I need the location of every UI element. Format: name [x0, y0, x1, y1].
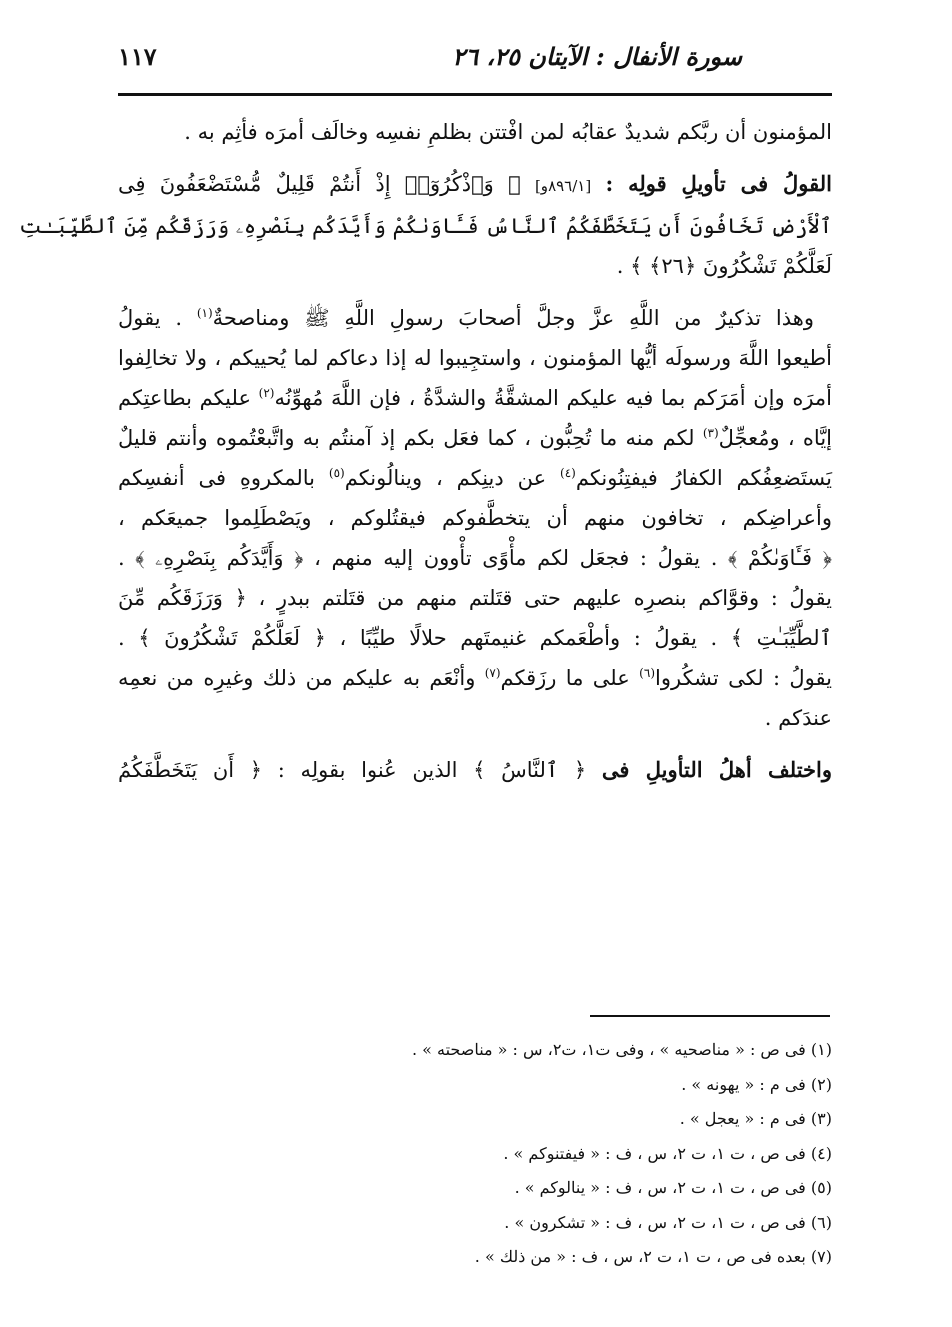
text-line [118, 164, 832, 206]
footnote: (٥) فى ص ، ت ١، ت ٢، س ، ف : « ينالوكم » . [514, 1178, 832, 1197]
manuscript-ref: [٨٩٦/١و] [534, 177, 592, 195]
section-heading: القولُ فى تأويلِ قولِه : [605, 171, 832, 196]
quran-quote: ﴿ وَٱذْكُرُوٓا۟ إِذْ أَنتُمْ قَلِيلٌ مُّسْتَضْعَفُونَ فِى [118, 172, 521, 196]
footnote: (٣) فى م : « يعجل » . [679, 1109, 832, 1128]
footnote: (٤) فى ص ، ت ١، ت ٢، س ، ف : « فيفتنوكم » . [503, 1143, 832, 1163]
running-title: سورة الأنفال : الآيتان ٢٥، ٢٦ [452, 42, 742, 71]
footnote-marker: (٢) [258, 386, 275, 400]
footnote: (٧) بعده فى ص ، ت ١، ت ٢، س ، ف : « من ذلك » . [474, 1247, 832, 1266]
footnotes [118, 1033, 832, 1275]
text-line [118, 418, 832, 458]
footnote: (٦) فى ص ، ت ١، ت ٢، س ، ف : « تشكرون » . [504, 1212, 832, 1232]
text-span: وهذا تذكيرٌ من اللَّهِ عزَّ وجلَّ أصحابَ رسولِ اللَّهِ ﷺ ومناصحةٌ [212, 306, 814, 330]
quran-quote-line: لَعَلَّكُمْ تَشْكُرُونَ ﴿٢٦﴾ ﴾ . [616, 254, 832, 278]
text-span: بالمكروهِ فى أنفسِكم [118, 466, 329, 490]
text-line: وأعراضِكم ، تخافون منهم أن يتخطَّفوكم فيقتُلوكم ، ويَصْطَلِموا جميعَكم ، [118, 506, 832, 530]
text-line [118, 458, 832, 498]
header-rule [118, 93, 832, 96]
section-heading: واختلف أهلُ التأويلِ فى [601, 757, 832, 782]
text-span: إيَّاه ، ومُعجِّلٌ [718, 426, 832, 450]
paragraph-2 [18, 164, 832, 286]
text-line: عندَكم . [764, 706, 832, 730]
text-line [118, 750, 832, 790]
page-header [118, 34, 832, 90]
text-span: . يقولُ [118, 306, 197, 330]
text-span: لكم منه ما تُحِبُّون ، كما فعَل بكم إذ آمنتُم به واتَّبعْتُموه وأنتم قليلٌ [118, 426, 703, 450]
footnote-marker: (٤) [560, 466, 576, 480]
footnote: (٢) فى م : « يهونه » . [681, 1074, 832, 1094]
text-span: على ما رزَقكم [500, 666, 640, 690]
text-span: الذين عُنوا بقولِه : [262, 758, 474, 782]
footnote: (١) فى ص : « مناصحيه » ، وفى ت١، ت٢، س : « مناصحته » . [411, 1040, 832, 1059]
quran-quote-line: ٱلْأَرْضِ تَخَافُونَ أَن يَتَخَطَّفَكُمُ ٱلنَّاسُ فَـَٔاوَىٰكُمْ وَأَيَّدَكُم بِنَصْرِهِۦ وَرَزَقَكُم مِّنَ ٱلطَّيِّبَـٰتِ [18, 214, 832, 238]
text-span: أمرَه وإن أمَرَكم بما فيه عليكم المشقَّةُ والشدَّةُ ، فإن اللَّهَ مُهوِّنُه [274, 386, 832, 410]
footnote-marker: (٦) [639, 666, 655, 680]
text-line: يقولُ : وقوَّاكم بنصرِه عليهم حتى قتَلتم منهم من قتَلتم ببدرٍ ، ﴿ وَرَزَقَكُم مِّنَ [118, 586, 832, 610]
paragraph-4 [118, 750, 832, 790]
text-line: أطيعوا اللَّهَ ورسولَه أيُّها المؤمنون ، واستجِيبوا له إذا دعاكم لما يُحييكم ، ولا تخالِفوا [118, 346, 832, 370]
footnote-marker: (٣) [702, 426, 719, 440]
footnote-rule [590, 1015, 830, 1017]
text-span: عليكم بطاعتِكم [118, 386, 259, 410]
text-span: يَستَضعِفُكم الكفارُ فيفتِنُونكم [575, 466, 832, 490]
page-number: ١١٧ [118, 42, 157, 71]
text-line [118, 298, 832, 338]
quran-quote: ﴿ أَن يَتَخَطَّفَكُمُ [118, 758, 263, 782]
text-span: وأنْعَم به عليكم من ذلك وغيرِه من نعمِه [118, 666, 485, 690]
text-line: ﴿ فَـَٔاوَىٰكُمْ ﴾ . يقولُ : فجعَل لكم مأْوًى تأْوون إليه منهم ، ﴿ وَأَيَّدَكُم بِنَصْرِهِۦ ﴾ . [118, 546, 832, 570]
quran-quote: ﴿ ٱلنَّاسُ ﴾ [473, 758, 587, 782]
paragraph-3 [118, 298, 832, 738]
text-span: يقولُ : لكى تشكُروا [655, 666, 832, 690]
text-line [118, 378, 832, 418]
text-line: ٱلطَّيِّبَـٰتِ ﴾ . يقولُ : وأطْعَمكم غنيمتَهم حلالًا طيِّبًا ، ﴿ لَعَلَّكُمْ تَشْكُرُونَ ﴾ . [118, 626, 832, 650]
paragraph-1 [118, 112, 832, 152]
text-line [118, 658, 832, 698]
footnote-marker: (٧) [484, 666, 501, 680]
text-span: عن دينِكم ، وينالُونكم [344, 466, 561, 490]
main-text [18, 112, 832, 790]
footnote-marker: (١) [196, 306, 213, 320]
text-line: المؤمنون أن ربَّكم شديدٌ عقابُه لمن افْتتن بظلمِ نفسِه وخالَف أمرَه فأثِم به . [184, 120, 832, 144]
footnote-marker: (٥) [328, 466, 345, 480]
